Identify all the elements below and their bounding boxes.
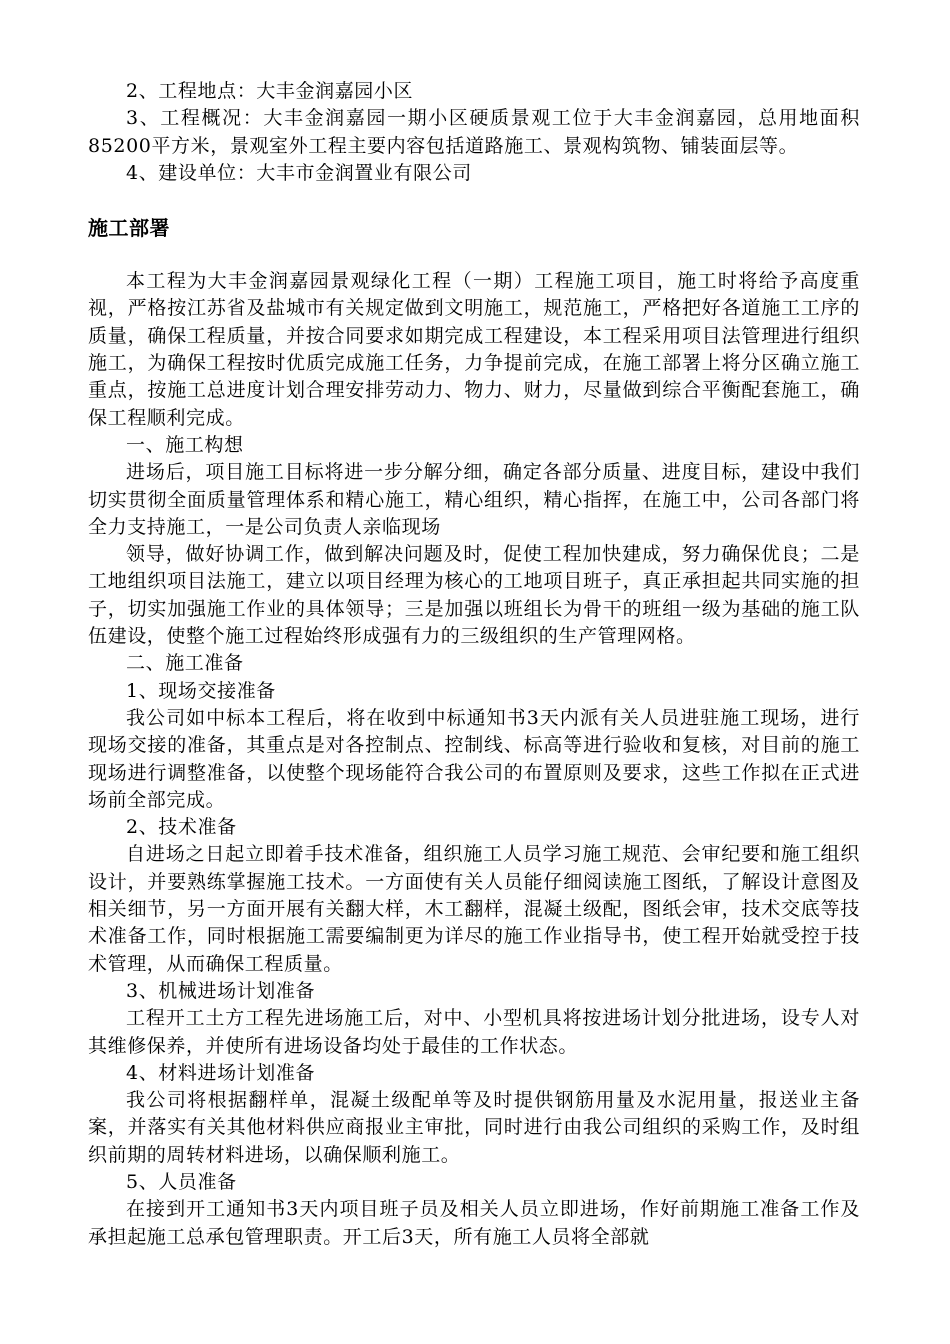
subheading-machinery: 3、机械进场计划准备 <box>126 979 316 1002</box>
paragraph-technical: 自进场之日起立即着手技术准备，组织施工人员学习施工规范、会审纪要和施工组织设计，并要熟练掌握施工技术。一方面使有关人员能仔细阅读施工图纸，了解设计意图及相关细节，另一方面开展有关翻大样，木工翻样，混凝土级配，图纸会审，技术交底等技术准备工作，同时根据施工需要编制更为详尽的施工作业指导书，使工程开始就受控于技术管理，从而确保工程质量。 <box>88 843 860 975</box>
subheading-preparation: 二、施工准备 <box>126 652 244 675</box>
paragraph-materials: 我公司将根据翻样单，混凝土级配单等及时提供钢筋用量及水泥用量，报送业主备案，并落实有关其他材料供应商报业主审批，同时进行由我公司组织的采购工作，及时组织前期的周转材料进场，以确保顺利施工。 <box>88 1089 860 1166</box>
subheading-concept: 一、施工构想 <box>126 433 244 456</box>
item-owner: 4、建设单位：大丰市金润置业有限公司 <box>126 161 472 184</box>
paragraph-machinery: 工程开工土方工程先进场施工后，对中、小型机具将按进场计划分批进场，设专人对其维修保养，并使所有进场设备均处于最佳的工作状态。 <box>88 1007 860 1057</box>
subheading-materials: 4、材料进场计划准备 <box>126 1061 316 1084</box>
item-overview: 3、工程概况：大丰金润嘉园一期小区硬质景观工位于大丰金润嘉园，总用地面积85200平方米，景观室外工程主要内容包括道路施工、景观构筑物、铺装面层等。 <box>88 107 860 157</box>
item-site: 2、工程地点：大丰金润嘉园小区 <box>126 80 414 102</box>
paragraph-concept-1: 进场后，项目施工目标将进一步分解分细，确定各部分质量、进度目标，建设中我们切实贯彻全面质量管理体系和精心施工，精心组织，精心指挥，在施工中，公司各部门将全力支持施工，一是公司负责人亲临现场 <box>88 461 860 538</box>
paragraph-staff: 在接到开工通知书3天内项目班子员及相关人员立即进场，作好前期施工准备工作及承担起施工总承包管理职责。开工后3天，所有施工人员将全部就 <box>88 1198 860 1248</box>
subheading-staff: 5、人员准备 <box>126 1170 237 1193</box>
section-title: 施工部署 <box>88 216 170 241</box>
document-page <box>88 78 860 1251</box>
paragraph-concept-2: 领导，做好协调工作，做到解决问题及时，促使工程加快建成，努力确保优良；二是工地组织项目法施工，建立以项目经理为核心的工地项目班子，真正承担起共同实施的担子，切实加强施工作业的具体领导；三是加强以班组长为骨干的班组一级为基础的施工队伍建设，使整个施工过程始终形成强有力的三级组织的生产管理网格。 <box>88 543 860 648</box>
subheading-site-handover: 1、现场交接准备 <box>126 679 276 702</box>
subheading-technical: 2、技术准备 <box>126 816 237 839</box>
paragraph-site-handover: 我公司如中标本工程后，将在收到中标通知书3天内派有关人员进驻施工现场，进行现场交接的准备，其重点是对各控制点、控制线、标高等进行验收和复核，对目前的施工现场进行调整准备，以使整个现场能符合我公司的布置原则及要求，这些工作拟在正式进场前全部完成。 <box>88 706 860 811</box>
paragraph-intro: 本工程为大丰金润嘉园景观绿化工程（一期）工程施工项目，施工时将给予高度重视，严格按江苏省及盐城市有关规定做到文明施工，规范施工，严格把好各道施工工序的质量，确保工程质量，并按合同要求如期完成工程建设，本工程采用项目法管理进行组织施工，为确保工程按时优质完成施工任务，力争提前完成，在施工部署上将分区确立施工重点，按施工总进度计划合理安排劳动力、物力、财力，尽量做到综合平衡配套施工，确保工程顺利完成。 <box>88 270 860 429</box>
